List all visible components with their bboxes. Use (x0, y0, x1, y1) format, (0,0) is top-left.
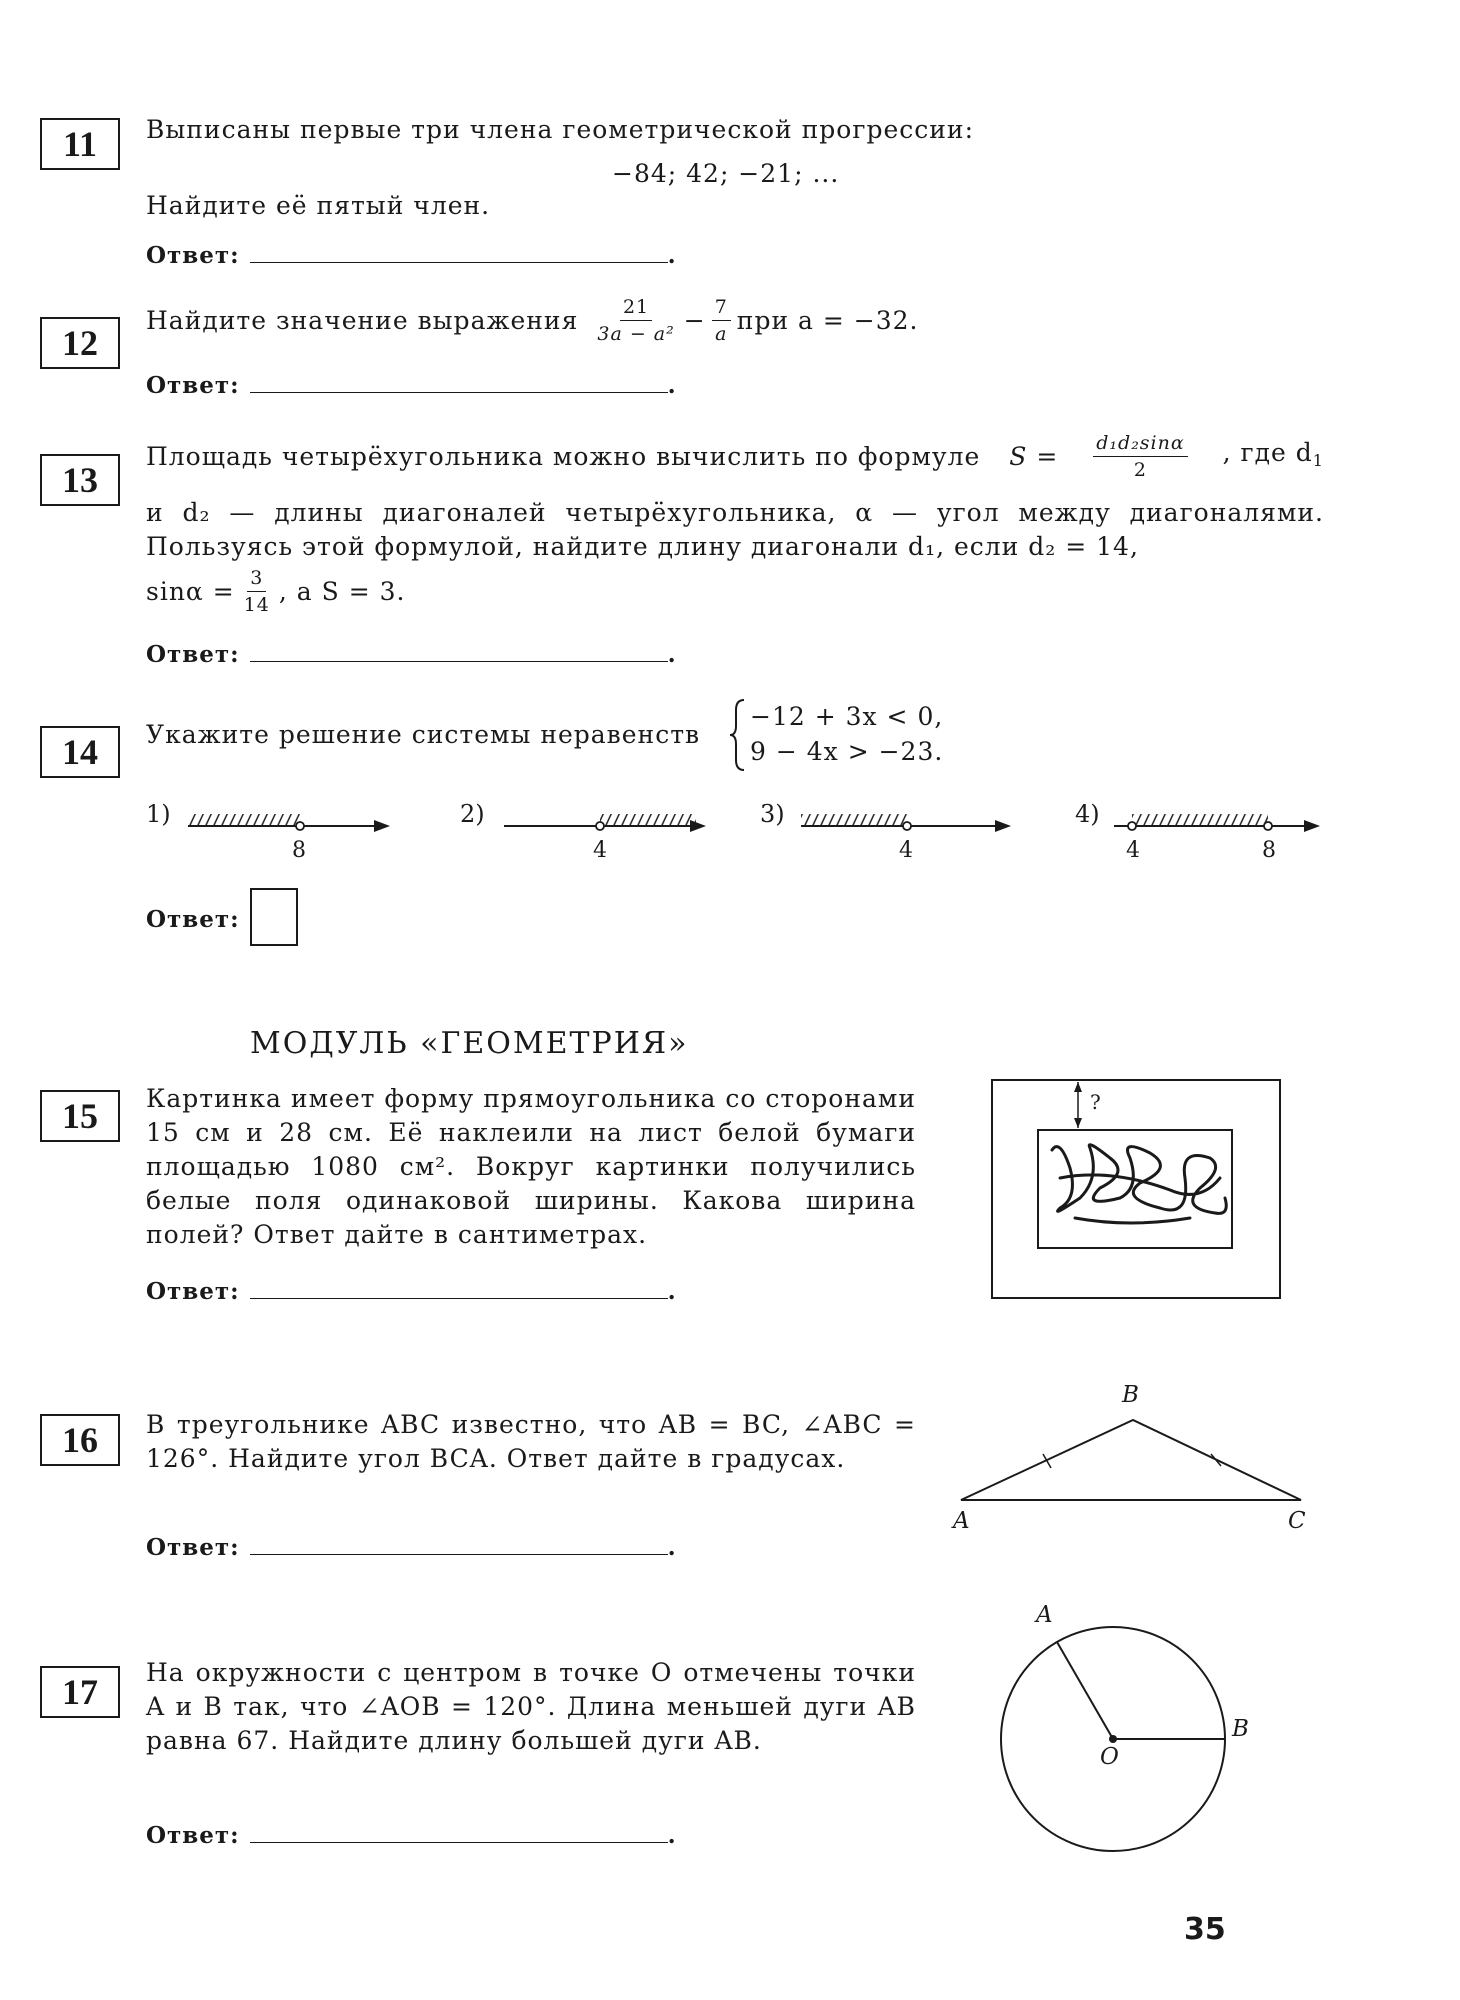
q13-formula-lhs: S = (1009, 441, 1059, 471)
module-title: МОДУЛЬ «ГЕОМЕТРИЯ» (250, 1026, 689, 1061)
q13-suffix-text: , где d (1222, 437, 1313, 467)
answer-line[interactable] (250, 1553, 668, 1555)
answer-line[interactable] (250, 1841, 668, 1843)
q11-line1: Выписаны первые три члена геометрической прогрессии: (146, 115, 975, 144)
q11-sequence: −84; 42; −21; ... (612, 159, 840, 188)
q13-line1 (146, 432, 1324, 481)
page-number: 35 (1184, 1912, 1226, 1947)
question-number-15: 15 (40, 1090, 120, 1142)
q16-vertex-b: B (1122, 1382, 1139, 1408)
q15-question-mark: ? (1090, 1090, 1101, 1114)
q15-answer: Ответ: . (146, 1278, 677, 1305)
q13-line2: и d₂ — длины диагоналей четырёхугольника, α — угол между диагоналями. Пользуясь этой формулой, найдите длину диагонали d₁, если d₂ = 14, (146, 498, 1324, 561)
q13-line1-suffix (1223, 436, 1324, 478)
q14-text: Укажите решение системы неравенств (146, 720, 701, 749)
q16-vertex-c: C (1288, 1508, 1306, 1534)
question-number-16: 16 (40, 1414, 120, 1466)
q14-answer-box[interactable] (250, 888, 298, 946)
q14-option-4-tick-4: 4 (1126, 838, 1140, 863)
q14-option-3-tick-4: 4 (899, 838, 913, 863)
q14-inequality-2: 9 − 4x > −23. (750, 737, 944, 766)
q17-answer: Ответ: . (146, 1822, 677, 1849)
q14-option-1-numberline[interactable] (180, 808, 400, 848)
q13-sin-denominator: 14 (243, 594, 270, 616)
answer-label: Ответ: (146, 242, 240, 269)
q13-suffix-subscript: 1 (1312, 450, 1324, 470)
q16-vertex-a: A (953, 1508, 970, 1534)
q14-option-4-label[interactable]: 4) (1075, 800, 1100, 828)
q14-option-4-numberline[interactable] (1110, 808, 1332, 848)
answer-line[interactable] (250, 391, 668, 393)
q16-answer: Ответ: . (146, 1534, 677, 1561)
q12-answer: Ответ: . (146, 372, 677, 399)
q13-formula-denominator: 2 (1133, 459, 1148, 481)
answer-label: Ответ: (146, 1278, 240, 1305)
q12-fraction-2 (712, 296, 731, 345)
question-number-14: 14 (40, 726, 120, 778)
q12-fraction-1 (594, 296, 677, 345)
q12-minus: − (683, 305, 706, 335)
q11-answer: Ответ: . (146, 242, 677, 269)
question-number-11: 11 (40, 118, 120, 170)
q17-point-a: A (1036, 1602, 1053, 1628)
answer-label: Ответ: (146, 372, 240, 399)
q17-text: На окружности с центром в точке O отмечены точки A и B так, что ∠AOB = 120°. Длина меньшей дуги AB равна 67. Найдите длину большей дуги AB. (146, 1658, 916, 1755)
q14-option-2-label[interactable]: 2) (460, 800, 485, 828)
answer-line[interactable] (250, 1297, 668, 1299)
q14-inequality-1: −12 + 3x < 0, (750, 702, 944, 731)
q15-text: Картинка имеет форму прямоугольника со сторонами 15 см и 28 см. Её наклеили на лист белой бумаги площадью 1080 см². Вокруг картинки получились белые поля одинаковой ширины. Какова ширина полей? Ответ дайте в сантиметрах. (146, 1084, 916, 1249)
answer-line[interactable] (250, 261, 668, 263)
q17-center-point (1109, 1735, 1117, 1743)
q13-sin-fraction (241, 567, 273, 616)
q14-option-2-tick-4: 4 (593, 838, 607, 863)
q15-figure (990, 1078, 1282, 1300)
answer-label: Ответ: (146, 1534, 240, 1561)
q12-frac1-denominator: 3a − a² (597, 323, 675, 345)
q14-answer (146, 906, 240, 933)
answer-line[interactable] (250, 660, 668, 662)
q16-triangle (961, 1420, 1301, 1500)
q13-line1-prefix: Площадь четырёхугольника можно вычислить по формуле (146, 441, 981, 471)
question-number-13: 13 (40, 454, 120, 506)
q13-sin-numerator: 3 (247, 567, 266, 592)
q17-point-b: B (1232, 1716, 1249, 1742)
q12-frac1-numerator: 21 (620, 296, 652, 321)
q12-frac2-denominator: a (715, 323, 728, 345)
q16-tick-bc (1211, 1454, 1221, 1466)
q17-circle-figure (995, 1615, 1245, 1865)
q13-sin-prefix: sinα = (146, 576, 235, 606)
q17-radius-oa (1057, 1642, 1113, 1739)
q14-option-1-tick-8: 8 (292, 838, 306, 863)
q12-frac2-numerator: 7 (712, 296, 731, 321)
question-number-12: 12 (40, 317, 120, 369)
answer-label: Ответ: (146, 1822, 240, 1849)
q13-formula-fraction (1093, 432, 1187, 481)
q14-system-brace (728, 698, 748, 772)
q13-sin-suffix: , а S = 3. (278, 576, 406, 606)
q13-line4 (146, 567, 405, 616)
q14-option-4-tick-8: 8 (1262, 838, 1276, 863)
q15-scribble-drawing (1052, 1145, 1226, 1223)
answer-label: Ответ: (146, 641, 240, 668)
q13-formula-numerator: d₁d₂sinα (1093, 432, 1187, 457)
q12-suffix: при a = −32. (736, 305, 919, 335)
q13-answer: Ответ: . (146, 641, 677, 668)
question-number-17: 17 (40, 1666, 120, 1718)
q14-option-3-label[interactable]: 3) (760, 800, 785, 828)
q12-prefix: Найдите значение выражения (146, 305, 579, 335)
q16-triangle-figure (955, 1410, 1315, 1510)
answer-label: Ответ: (146, 906, 240, 933)
q16-text: В треугольнике ABC известно, что AB = BC, ∠ABC = 126°. Найдите угол BCA. Ответ дайте в градусах. (146, 1410, 916, 1473)
q11-line3: Найдите её пятый член. (146, 191, 491, 220)
q17-point-o: O (1100, 1744, 1119, 1770)
q12-text (146, 296, 919, 345)
q14-option-2-numberline[interactable] (500, 808, 720, 848)
q14-option-1-label[interactable]: 1) (146, 800, 171, 828)
